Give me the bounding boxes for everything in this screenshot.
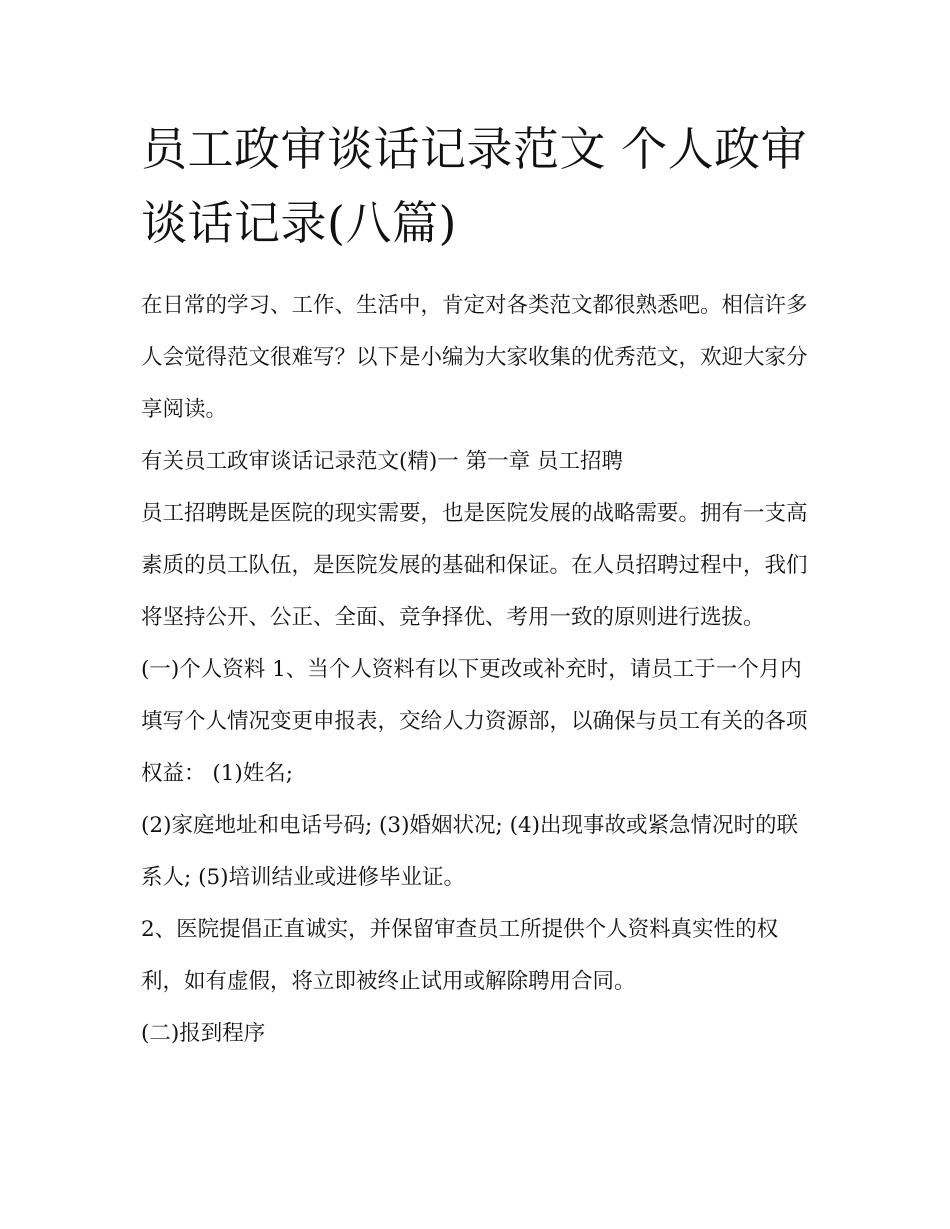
intro-paragraph: 在日常的学习、工作、生活中，肯定对各类范文都很熟悉吧。相信许多人会觉得范文很难写？以下是小编为大家收集的优秀范文，欢迎大家分享阅读。: [141, 293, 808, 422]
recruitment-paragraph: 员工招聘既是医院的现实需要，也是医院发展的战略需要。拥有一支高素质的员工队伍，是医院发展的基础和保证。在人员招聘过程中，我们将坚持公开、公正、全面、竞争择优、考用一致的原则进行选拔。: [141, 501, 808, 630]
honesty-paragraph: 2、医院提倡正直诚实，并保留审查员工所提供个人资料真实性的权利，如有虚假，将立即被终止试用或解除聘用合同。: [141, 917, 779, 994]
personal-info-paragraph: (一)个人资料 1、当个人资料有以下更改或补充时，请员工于一个月内填写个人情况变更申报表，交给人力资源部，以确保与员工有关的各项权益： (1)姓名;: [141, 657, 808, 786]
document-title: 员工政审谈话记录范文 个人政审谈话记录(八篇): [141, 122, 808, 250]
personal-info-list-paragraph: (2)家庭地址和电话号码; (3)婚姻状况; (4)出现事故或紧急情况时的联系人; (5)培训结业或进修毕业证。: [141, 813, 799, 890]
report-procedure-heading: (二)报到程序: [141, 1021, 266, 1046]
section-heading: 有关员工政审谈话记录范文(精)一 第一章 员工招聘: [141, 449, 623, 474]
document-body: [141, 280, 816, 1060]
